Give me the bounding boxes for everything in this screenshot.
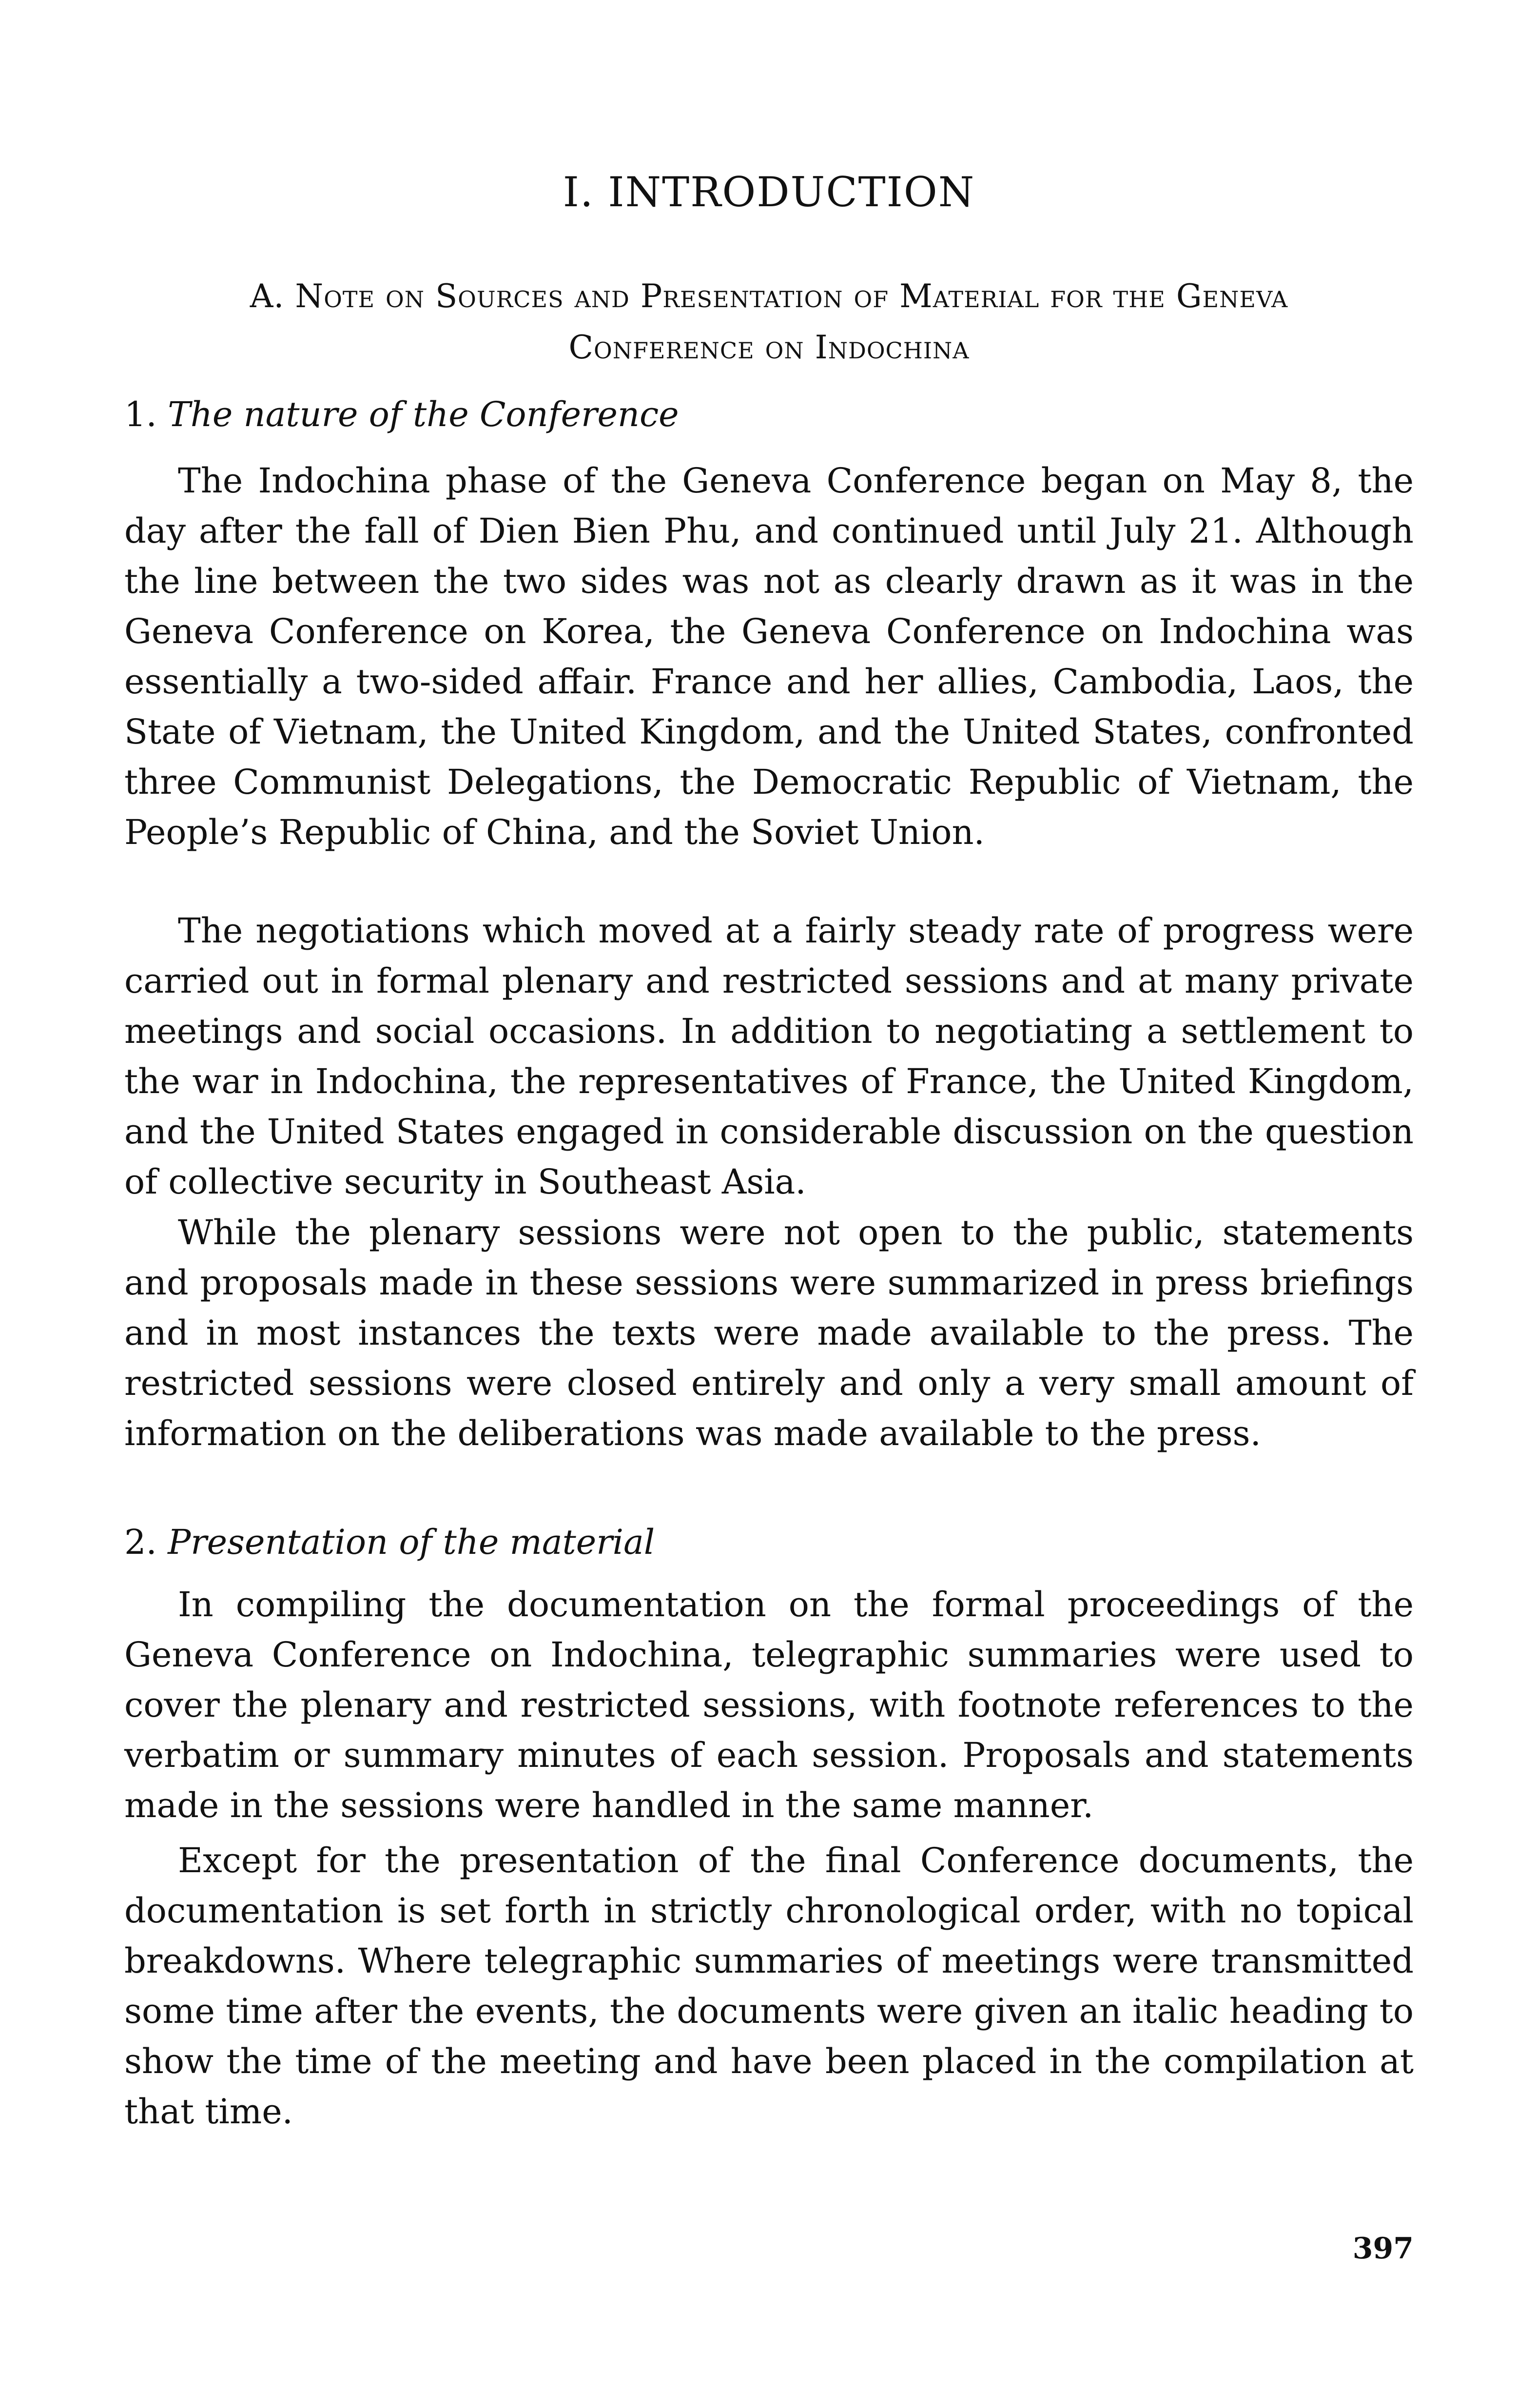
paragraph: The negotiations which moved at a fairly steady rate of progress were carried out in formal plenary and restricted sessions and at many private meetings and social occasions. In addition to negotiating a settlement to the war in Indochina, the representatives of France, the United Kingdom, and the United States engaged in considerable discussion on the question of collective security in Southeast Asia. [124, 911, 1414, 1202]
document-page [124, 0, 1414, 2408]
section-heading-line-1: A. Note on Sources and Presentation of Material for the Geneva [250, 277, 1288, 315]
paragraph: The Indochina phase of the Geneva Conference began on May 8, the day after the fall of Dien Bien Phu, and continued until July 21. Although the line between the two sides was not as clearly drawn as it was in the Geneva Conference on Korea, the Geneva Conference on Indochina was essentially a two-sided affair. France and her allies, Cambodia, Laos, the State of Vietnam, the United Kingdom, and the United States, confronted three Communist Delegations, the Democratic Republic of Vietnam, the People’s Republic of China, and the Soviet Union. [124, 461, 1414, 852]
section-heading [124, 271, 1414, 373]
chapter-title: I. INTRODUCTION [563, 168, 975, 216]
paragraph: While the plenary sessions were not open to the public, statements and proposals made in these sessions were summarized in press briefings and in most instances the texts were made available to the press. The restricted sessions were closed entirely and only a very small amount of information on the deliberations was made available to the press. [124, 1213, 1414, 1453]
subsection-title: The nature of the Conference [168, 394, 679, 434]
section-heading-line-2: Conference on Indochina [568, 329, 970, 366]
paragraph: Except for the presentation of the final Conference documents, the documentation is set forth in strictly chronological order, with no topical breakdowns. Where telegraphic summaries of meetings were transmitted some time after the events, the documents were given an italic heading to show the time of the meeting and have been placed in the compilation at that time. [124, 1840, 1414, 2132]
paragraph: In compiling the documentation on the formal proceedings of the Geneva Conference on Indochina, telegraphic summaries were used to cover the plenary and restricted sessions, with footnote references to the verbatim or summary minutes of each session. Proposals and statements made in the sessions were handled in the same manner. [124, 1585, 1414, 1825]
page-number: 397 [1352, 2232, 1414, 2266]
subsection-number: 1. [124, 394, 157, 434]
subsection-heading-2 [124, 1522, 1414, 1562]
subsection-heading-1 [124, 394, 1414, 434]
subsection-title: Presentation of the material [168, 1522, 655, 1562]
subsection-number: 2. [124, 1522, 157, 1562]
